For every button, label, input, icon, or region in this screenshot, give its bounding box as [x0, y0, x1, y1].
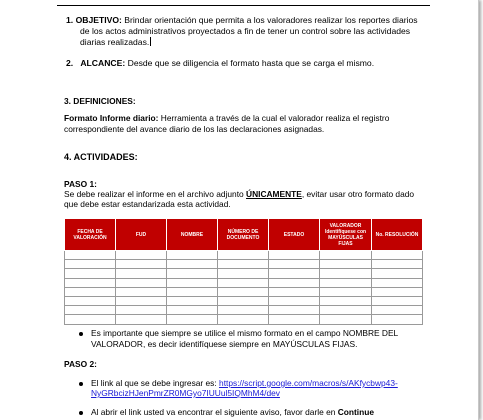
table-cell: [218, 278, 269, 287]
header-estado: ESTADO: [269, 219, 320, 251]
alcance-section: [66, 58, 422, 69]
table-row: [65, 315, 423, 324]
table-cell: [320, 251, 372, 260]
table-cell: [320, 287, 372, 296]
table-cell: [320, 278, 372, 287]
table-cell: [372, 296, 423, 305]
objetivo-line3-block: [80, 37, 422, 48]
paso1-unicamente: ÚNICAMENTE: [246, 189, 302, 199]
definiciones-heading: 3. DEFINICIONES:: [64, 96, 136, 106]
activities-table: [64, 218, 423, 325]
objetivo-section: [66, 15, 422, 26]
table-cell: [320, 269, 372, 278]
table-cell: [65, 315, 116, 324]
table-cell: [320, 296, 372, 305]
header-valorador: VALORADOR Identifíquese con MAYÚSCULAS FIJAS: [320, 219, 372, 251]
header-nombre: NOMBRE: [167, 219, 218, 251]
table-cell: [269, 269, 320, 278]
table-cell: [116, 278, 167, 287]
table-row: [65, 260, 423, 269]
table-body: [65, 251, 423, 325]
definiciones-term: Formato Informe diario:: [64, 113, 159, 123]
table-cell: [65, 269, 116, 278]
alcance-label: ALCANCE:: [80, 58, 126, 68]
definiciones-line2: correspondiente del avance diario de los las declaraciones asignadas.: [64, 124, 325, 134]
table-cell: [167, 278, 218, 287]
table-cell: [218, 306, 269, 315]
table-cell: [167, 315, 218, 324]
objetivo-line2: de los actos administrativos proyectados a fin de tener un control sobre las actividades: [80, 26, 411, 36]
table-cell: [218, 315, 269, 324]
paso2-link-intro: El link al que se debe ingresar es:: [91, 378, 217, 388]
table-row: [65, 287, 423, 296]
paso1-line2-block: [64, 199, 422, 209]
table-cell: [116, 296, 167, 305]
note-line1-block: [91, 328, 422, 338]
paso1-line2: que debe estar estandarizada esta actividad.: [64, 199, 231, 209]
table-cell: [269, 315, 320, 324]
table-cell: [65, 306, 116, 315]
bullet-dot: [79, 411, 83, 415]
objetivo-number: 1.: [66, 15, 74, 25]
paso2-link-line: [91, 378, 422, 388]
paso1-line1: [64, 189, 422, 199]
header-fud: FUD: [116, 219, 167, 251]
table-cell: [269, 251, 320, 260]
text-cursor: [150, 37, 151, 46]
objetivo-line3: diarias realizadas.: [80, 37, 150, 47]
table-row: [65, 296, 423, 305]
table-cell: [320, 306, 372, 315]
note-line2-block: [91, 339, 422, 349]
table-cell: [116, 251, 167, 260]
table-cell: [372, 306, 423, 315]
table-cell: [167, 287, 218, 296]
bullet-dot: [79, 382, 83, 386]
header-resolucion: No. RESOLUCIÓN: [372, 219, 423, 251]
paso2-open-line: [91, 407, 422, 417]
table-cell: [167, 260, 218, 269]
table-row: [65, 269, 423, 278]
table-cell: [218, 251, 269, 260]
alcance-number: 2.: [66, 58, 74, 68]
continue-word: Continue: [337, 407, 375, 417]
script-link-continued[interactable]: NyGRbcizHJenPmrZR0MGyo7IUUul5IQMhM4/dev: [91, 388, 280, 398]
objetivo-line2-block: [80, 26, 422, 37]
table-cell: [372, 287, 423, 296]
table-cell: [167, 269, 218, 278]
objetivo-line1: Brindar orientación que permita a los valoradores realizar los reportes diarios: [124, 15, 418, 25]
script-link[interactable]: https://script.google.com/macros/s/AKfycbwp43-: [219, 378, 398, 388]
objetivo-label: OBJETIVO:: [75, 15, 122, 25]
bullet-dot: [79, 332, 83, 336]
table-cell: [116, 315, 167, 324]
table-cell: [269, 287, 320, 296]
table-cell: [116, 306, 167, 315]
page-top-rule: [57, 5, 430, 6]
table-cell: [372, 315, 423, 324]
table-cell: [269, 296, 320, 305]
table-cell: [167, 251, 218, 260]
table-cell: [372, 251, 423, 260]
table-cell: [320, 315, 372, 324]
table-cell: [372, 269, 423, 278]
note-line1: Es importante que siempre se utilice el mismo formato en el campo NOMBRE DEL: [91, 328, 399, 338]
definiciones-line2-block: [64, 124, 422, 134]
table-cell: [218, 260, 269, 269]
paso1-line1-a: Se debe realizar el informe en el archivo adjunto: [64, 189, 244, 199]
header-fecha: FECHA DE VALORACIÓN: [65, 219, 116, 251]
table-cell: [65, 287, 116, 296]
table-row: [65, 278, 423, 287]
table-row: [65, 251, 423, 260]
definiciones-body: [64, 113, 422, 123]
paso1-title: PASO 1:: [64, 179, 97, 189]
table-cell: [372, 260, 423, 269]
definiciones-line1: Herramienta a través de la cual el valorador realiza el registro: [160, 113, 390, 123]
table-cell: [320, 260, 372, 269]
table-row: [65, 306, 423, 315]
table-cell: [269, 306, 320, 315]
table-cell: [116, 287, 167, 296]
table-cell: [65, 260, 116, 269]
table-cell: [167, 306, 218, 315]
table-cell: [218, 269, 269, 278]
paso2-link-line2-block: [91, 388, 422, 398]
table-cell: [372, 278, 423, 287]
table-cell: [65, 296, 116, 305]
paso2-title: PASO 2:: [64, 359, 97, 369]
table-cell: [65, 251, 116, 260]
paso2-open-text: Al abrir el link usted va encontrar el siguiente aviso, favor darle en: [91, 407, 336, 417]
table-cell: [167, 296, 218, 305]
table-cell: [218, 296, 269, 305]
alcance-text: Desde que se diligencia el formato hasta que se carga el mismo.: [127, 58, 375, 68]
header-documento: NÚMERO DE DOCUMENTO: [218, 219, 269, 251]
actividades-heading: 4. ACTIVIDADES:: [64, 152, 138, 162]
table-cell: [65, 278, 116, 287]
table-cell: [116, 260, 167, 269]
paso1-line1-c: , evitar usar otro formato dado: [301, 189, 415, 199]
note-line2: VALORADOR, es decir identifíquese siempre en MAYÚSCULAS FIJAS.: [91, 339, 358, 349]
table-header-row: [65, 219, 423, 251]
table-cell: [269, 260, 320, 269]
table-cell: [269, 278, 320, 287]
table-cell: [116, 269, 167, 278]
table-cell: [218, 287, 269, 296]
